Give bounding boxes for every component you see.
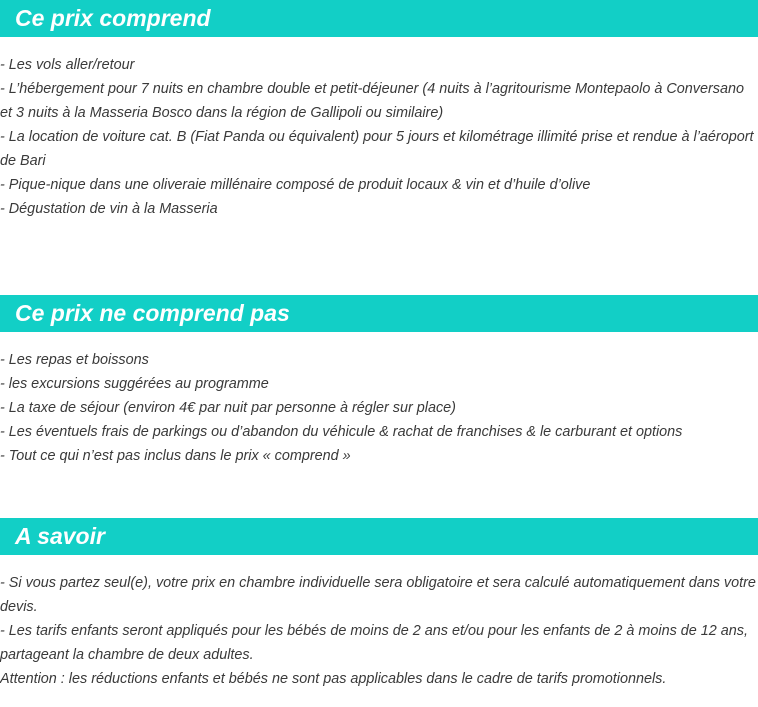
list-item: - La location de voiture cat. B (Fiat Panda ou équivalent) pour 5 jours et kilométrage illimité prise et rendue à l’aéroport de Bari (0, 129, 754, 169)
not-included-list (0, 348, 758, 468)
section-header-not-included (0, 295, 758, 332)
list-item: - Si vous partez seul(e), votre prix en chambre individuelle sera obligatoire et sera calculé automatiquement dans votre devis. (0, 575, 756, 615)
section-header-good-to-know (0, 518, 758, 555)
section-title-included: Ce prix comprend (15, 5, 211, 31)
included-list (0, 53, 758, 221)
list-item: - Tout ce qui n’est pas inclus dans le prix « comprend » (0, 448, 351, 464)
list-item: - Pique-nique dans une oliveraie millénaire composé de produit locaux & vin et d’huile d’olive (0, 177, 591, 193)
section-header-included (0, 0, 758, 37)
list-item: - La taxe de séjour (environ 4€ par nuit par personne à régler sur place) (0, 400, 456, 416)
list-item: Attention : les réductions enfants et bébés ne sont pas applicables dans le cadre de tarifs promotionnels. (0, 671, 667, 687)
list-item: - les excursions suggérées au programme (0, 376, 269, 392)
section-title-good-to-know: A savoir (15, 523, 105, 549)
list-item: - Les repas et boissons (0, 352, 149, 368)
list-item: - Les tarifs enfants seront appliqués pour les bébés de moins de 2 ans et/ou pour les enfants de 2 à moins de 12 ans, partageant la chambre de deux adultes. (0, 623, 748, 663)
list-item: - Les vols aller/retour (0, 57, 135, 73)
list-item: - Dégustation de vin à la Masseria (0, 201, 218, 217)
section-title-not-included: Ce prix ne comprend pas (15, 300, 290, 326)
good-to-know-list (0, 571, 758, 691)
list-item: - Les éventuels frais de parkings ou d’abandon du véhicule & rachat de franchises & le carburant et options (0, 424, 683, 440)
list-item: - L’hébergement pour 7 nuits en chambre double et petit-déjeuner (4 nuits à l’agritourisme Montepaolo à Conversano et 3 nuits à la Masseria Bosco dans la région de Gallipoli ou similaire) (0, 81, 744, 121)
